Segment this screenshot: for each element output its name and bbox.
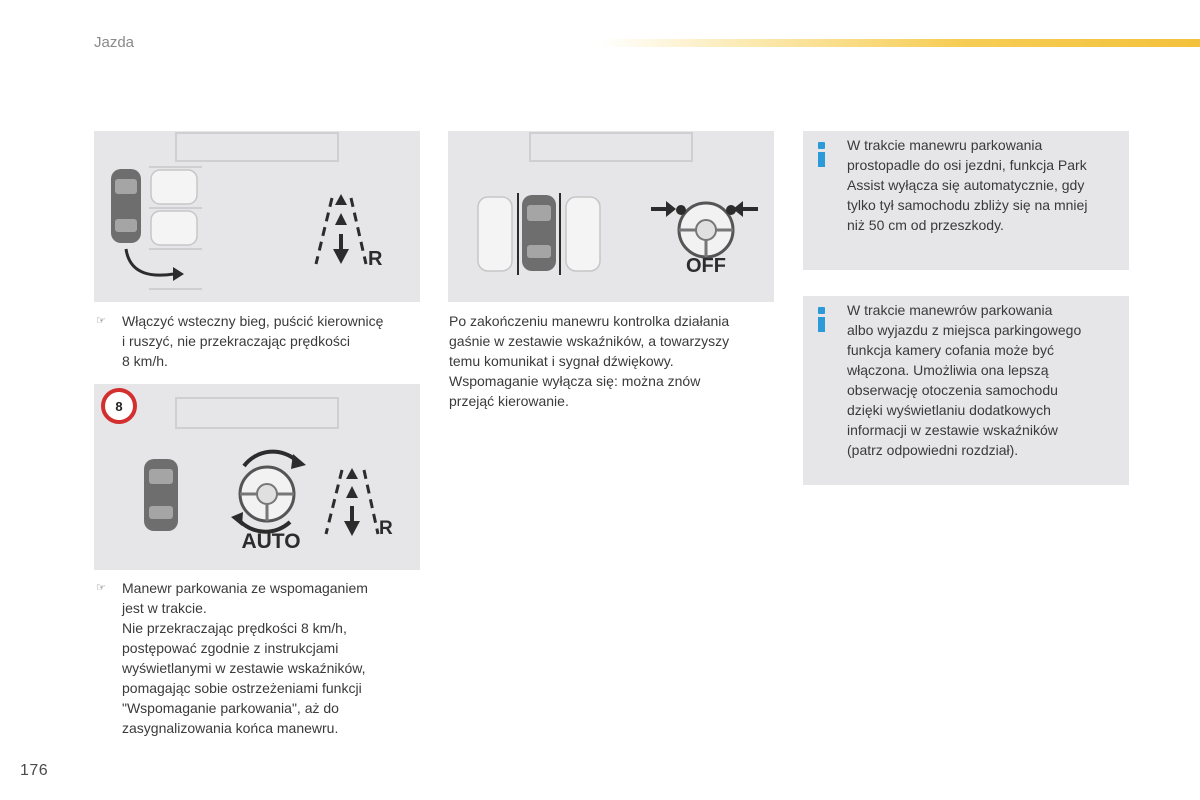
text-line: Po zakończeniu manewru kontrolka działania	[449, 313, 730, 329]
reverse-path-arrow	[126, 249, 174, 275]
step2-pointer-icon: ☞	[96, 582, 106, 594]
text-line: W trakcie manewru parkowania	[847, 137, 1043, 153]
text-line: niż 50 cm od przeszkody.	[847, 217, 1004, 233]
own-car-icon	[522, 195, 556, 271]
rotation-arrow-icon	[244, 452, 297, 466]
text-line: temu komunikat i sygnał dźwiękowy.	[449, 353, 674, 369]
own-car-icon	[111, 169, 141, 243]
text-line: zasygnalizowania końca manewru.	[122, 720, 339, 736]
text-line: i ruszyć, nie przekraczając prędkości	[122, 333, 350, 349]
section-title: Jazda	[94, 34, 135, 51]
text-line: Nie przekraczając prędkości 8 km/h,	[122, 620, 347, 636]
info-icon	[818, 307, 826, 332]
text-line: "Wspomaganie parkowania", aż do	[122, 700, 339, 716]
figure-auto-steering	[94, 384, 420, 570]
off-label: OFF	[686, 255, 726, 277]
step2-text	[122, 578, 368, 738]
text-line: funkcja kamery cofania może być	[847, 342, 1054, 358]
text-line: prostopadle do osi jezdni, funkcja Park	[847, 157, 1087, 173]
info-icon	[818, 142, 826, 167]
text-line: wyświetlanymi w zestawie wskaźników,	[122, 660, 366, 676]
text-line: przejąć kierowanie.	[449, 393, 569, 409]
text-line: postępować zgodnie z instrukcjami	[122, 640, 339, 656]
down-arrows-icon	[333, 194, 349, 264]
text-line: 8 km/h.	[122, 353, 168, 369]
speed-limit-sign-icon	[103, 390, 135, 422]
reverse-gear-label: R	[379, 518, 393, 539]
svg-text:8: 8	[115, 399, 123, 414]
text-line: Wspomaganie wyłącza się: można znów	[449, 373, 701, 389]
text-line: gaśnie w zestawie wskaźników, a towarzyszy	[449, 333, 730, 349]
info-box-reversing-camera	[803, 296, 1129, 485]
step1-pointer-icon: ☞	[96, 315, 106, 327]
text-line: włączona. Umożliwia ona lepszą	[847, 362, 1049, 378]
step1-text	[122, 311, 383, 371]
text-line: informacji w zestawie wskaźników	[847, 422, 1058, 438]
text-line: (patrz odpowiedni rozdział).	[847, 442, 1019, 458]
text-line: Włączyć wsteczny bieg, puścić kierownicę	[122, 313, 384, 329]
reverse-gear-label: R	[368, 248, 383, 270]
text-line: dzięki wyświetlaniu dodatkowych	[847, 402, 1051, 418]
down-arrows-icon	[344, 468, 360, 536]
steering-wheel-icon	[676, 203, 736, 257]
own-car-icon	[144, 459, 178, 531]
info-box-park-assist	[803, 131, 1129, 270]
info-text	[847, 135, 1087, 235]
text-line: tylko tył samochodu zbliży się na mniej	[847, 197, 1088, 213]
page-number: 176	[20, 762, 49, 779]
text-line: W trakcie manewrów parkowania	[847, 302, 1053, 318]
figure-park-assist-off	[448, 131, 774, 302]
end-maneuver-text	[449, 311, 729, 411]
steering-wheel-icon	[240, 467, 294, 521]
text-line: jest w trakcie.	[122, 600, 207, 616]
figure-reverse-parking	[94, 131, 420, 302]
info-text	[847, 300, 1081, 460]
text-line: obserwację otoczenia samochodu	[847, 382, 1058, 398]
header-accent-bar	[600, 39, 1200, 47]
text-line: Assist wyłącza się automatycznie, gdy	[847, 177, 1085, 193]
text-line: pomagając sobie ostrzeżeniami funkcji	[122, 680, 362, 696]
auto-label: AUTO	[241, 530, 301, 553]
text-line: Manewr parkowania ze wspomaganiem	[122, 580, 368, 596]
text-line: albo wyjazdu z miejsca parkingowego	[847, 322, 1082, 338]
